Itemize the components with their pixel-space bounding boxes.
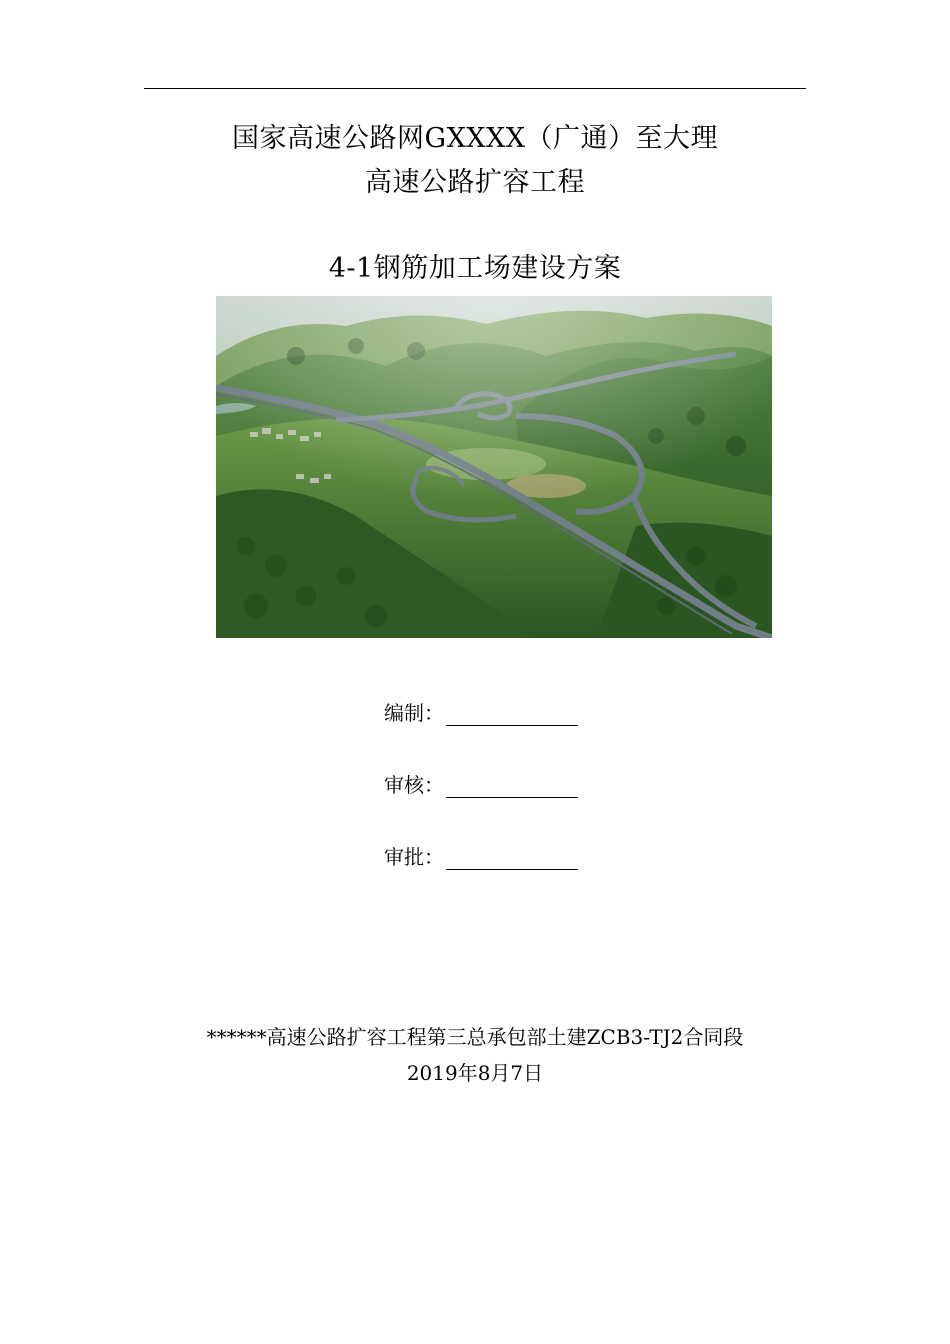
signature-row-reviewed [384,772,578,798]
signature-blank-approved [446,849,578,870]
footer-date: 2019年8月7日 [406,1061,544,1085]
cover-photo-highway-interchange [216,296,772,638]
signature-label-reviewed: 审核： [384,773,444,797]
signature-row-compiled [384,700,578,726]
signature-row-approved [384,844,578,870]
header-rule [144,88,806,89]
document-title-line-1: 国家高速公路网GXXXX（广通）至大理 [232,123,718,154]
footer-organization: ******高速公路扩容工程第三总承包部土建ZCB3-TJ2合同段 [206,1025,744,1049]
signature-label-approved: 审批： [384,845,444,869]
signature-label-compiled: 编制： [384,701,444,725]
signature-blank-reviewed [446,777,578,798]
document-subtitle: 4-1钢筋加工场建设方案 [328,253,622,284]
signature-blank-compiled [446,705,578,726]
document-title-line-2: 高速公路扩容工程 [365,167,585,198]
